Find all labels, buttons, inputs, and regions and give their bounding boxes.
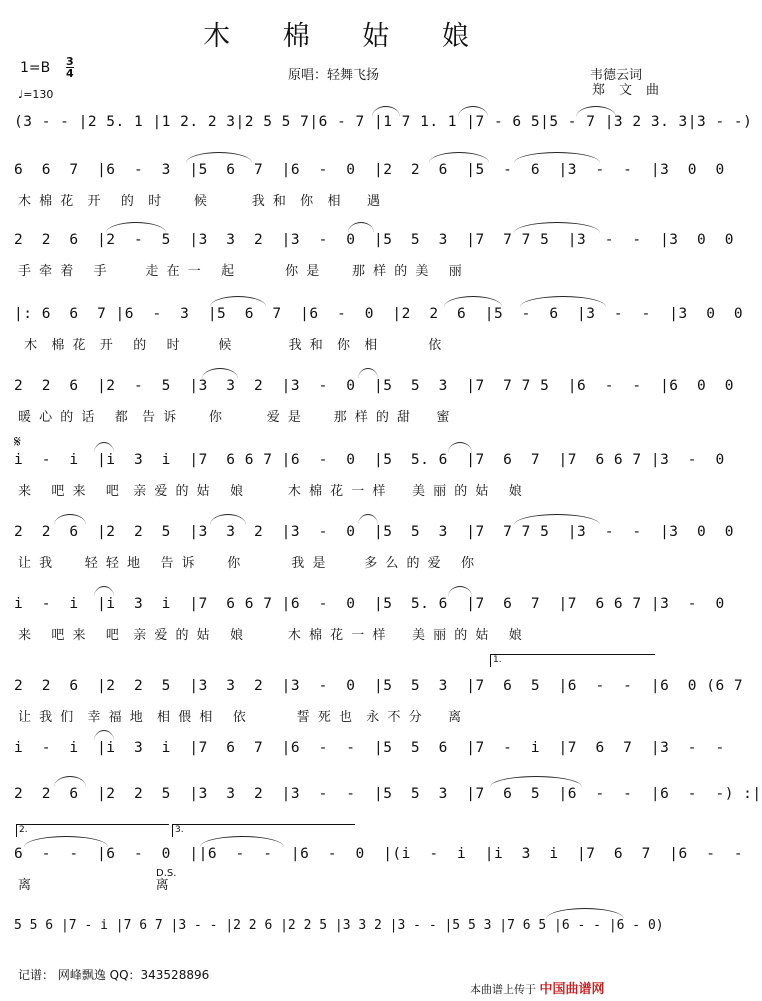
slur [520,296,606,307]
lyrics-line: 暖 心 的 话 都 告 诉 你 爱 是 那 样 的 甜 蜜 [18,410,452,425]
slur [444,296,502,307]
slur [458,106,488,117]
slur [54,514,86,525]
volta-3-bracket: 3. [172,824,355,837]
slur [186,152,252,163]
score-row-11 [14,786,762,810]
notes-line: i - i |i 3 i |7 6 6 7 |6 - 0 |5 5. 6 |7 6 7 |7 6 6 7 |3 - 0 [14,596,725,612]
score-row-3 [14,232,734,279]
time-signature [66,56,74,79]
slur [448,586,472,597]
score-row-12 [14,825,744,893]
slur [490,776,582,787]
score-row-10 [14,740,725,764]
volta-1-bracket: 1. [490,654,655,667]
lyricist-credit: 韦德云词 [590,68,643,83]
score-row-8 [14,596,725,643]
time-signature-top: 3 [66,55,74,68]
score-row-6 [14,432,725,499]
slur [210,514,246,525]
upload-label: 本曲谱上传于 [470,983,536,996]
notes-line: 5 5 6 |7 - i |7 6 7 |3 - - |2 2 6 |2 2 5 |3 3 2 |3 - - |5 5 3 |7 6 5 |6 - - |6 - 0) [14,918,664,933]
slur [546,908,624,919]
notes-line: i - i |i 3 i |7 6 7 |6 - - |5 5 6 |7 - i |7 6 7 |3 - - [14,740,725,756]
lyrics-line: 让 我 轻 轻 地 告 诉 你 我 是 多 么 的 爱 你 [18,556,477,571]
slur [200,836,284,847]
slur [429,152,489,163]
slur [358,514,378,525]
song-title: 木 棉 姑 娘 [203,21,491,52]
composer-credit: 郑文曲 [592,83,674,98]
lyrics-line: 木 棉 花 开 的 时 候 我 和 你 相 依 [18,338,444,353]
site-logo: 中国曲谱网 [539,982,605,997]
notes-line: 2 2 6 |2 - 5 |3 3 2 |3 - 0 |5 5 3 |7 7 7 5 |6 - - |6 0 0 [14,378,734,394]
ds-mark: D.S. [156,868,177,879]
notes-line: 2 2 6 |2 - 5 |3 3 2 |3 - 0 |5 5 3 |7 7 7 5 |3 - - |3 0 0 [14,232,734,248]
original-singer: 原唱：轻舞飞扬 [288,68,380,83]
score-row-2 [14,162,725,209]
slur [358,368,378,379]
notes-line: i - i |i 3 i |7 6 6 7 |6 - 0 |5 5. 6 |7 6 7 |7 6 6 7 |3 - 0 [14,452,725,468]
lyrics-line: 来 吧 来 吧 亲 爱 的 姑 娘 木 棉 花 一 样 美 丽 的 姑 娘 [18,484,524,499]
lyrics-line: 手 牵 着 手 走 在 一 起 你 是 那 样 的 美 丽 [18,264,464,279]
key-signature: 1=B [20,60,51,76]
score-row-4 [14,306,744,353]
notes-line: 2 2 6 |2 2 5 |3 3 2 |3 - 0 |5 5 3 |7 6 5 |6 - - |6 0 (6 7 [14,678,744,694]
score-row-13 [14,918,664,942]
segno-sign: 𝄋 [14,432,21,451]
notes-line: 2 2 6 |2 2 5 |3 3 2 |3 - - |5 5 3 |7 6 5 |6 - - |6 - -) :| [14,786,762,802]
notes-line: 6 - - |6 - 0 ||6 - - |6 - 0 |(i - i |i 3 i |7 6 7 |6 - - [14,846,744,862]
slur [202,368,238,379]
notes-line: 6 6 7 |6 - 3 |5 6 7 |6 - 0 |2 2 6 |5 - 6 |3 - - |3 0 0 [14,162,725,178]
tempo-mark: ♩=130 [18,88,54,101]
upload-credit [470,978,605,997]
slur [448,442,472,453]
time-signature-bottom: 4 [66,67,74,80]
slur [348,222,374,233]
volta-2-bracket: 2. [16,824,169,837]
score-row-7 [14,524,734,571]
score-row-9 [14,655,744,725]
slur [514,152,600,163]
slur [94,730,114,741]
score-row-1 [14,114,753,138]
notes-line: |: 6 6 7 |6 - 3 |5 6 7 |6 - 0 |2 2 6 |5 - 6 |3 - - |3 0 0 [14,306,744,322]
lyrics-line: 离 离 [18,878,171,893]
lyrics-line: 木 棉 花 开 的 时 候 我 和 你 相 遇 [18,194,382,209]
slur [94,586,114,597]
lyrics-line: 让 我 们 幸 福 地 相 偎 相 依 誓 死 也 永 不 分 离 [18,710,464,725]
slur [94,442,114,453]
slur [54,776,86,787]
slur [514,514,600,525]
lyrics-line: 来 吧 来 吧 亲 爱 的 姑 娘 木 棉 花 一 样 美 丽 的 姑 娘 [18,628,524,643]
slur [106,222,166,233]
slur [24,836,108,847]
slur [576,106,616,117]
engraver-credit: 记谱： 网峰飘逸 QQ：343528896 [18,968,210,982]
slur [372,106,400,117]
notes-line: 2 2 6 |2 2 5 |3 3 2 |3 - 0 |5 5 3 |7 7 7 5 |3 - - |3 0 0 [14,524,734,540]
notes-line: (3 - - |2 5. 1 |1 2. 2 3|2 5 5 7|6 - 7 |1 7 1. 1 |7 - 6 5|5 - 7 |3 2 3. 3|3 - -) [14,114,753,130]
score-row-5 [14,378,734,425]
slur [514,222,600,233]
slur [210,296,266,307]
